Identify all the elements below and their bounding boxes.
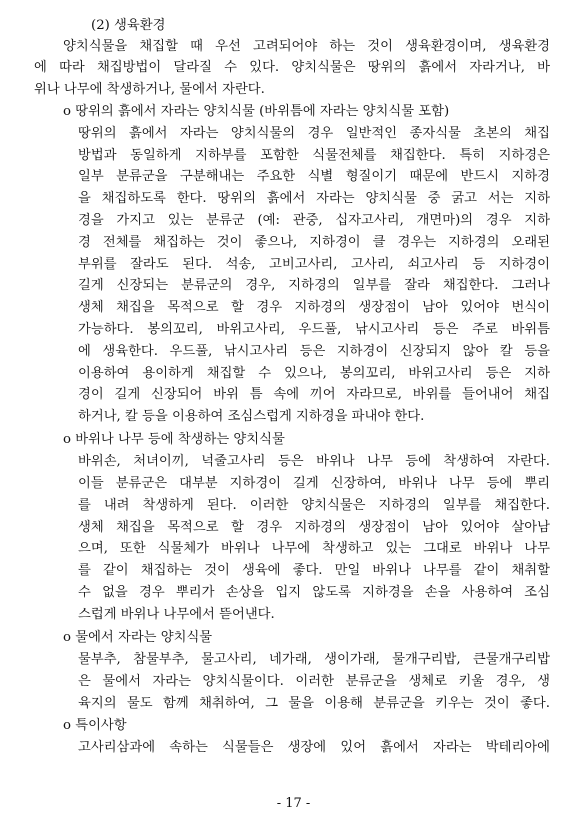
subsection-line: 물부추, 참물부추, 물고사리, 네가래, 생이가래, 물개구리밥, 큰물개구리밥 — [78, 652, 550, 667]
subsection-line: 이들 분류군은 대부분 지하경이 길게 신장하여, 바위나 나무 등에 뿌리 — [78, 476, 550, 491]
subsection-line: 은 물에서 자라는 양치식물이다. 이러한 분류군을 생체로 키울 경우, 생 — [78, 674, 550, 689]
subsection-heading: o 땅위의 흙에서 자라는 양치식물 (바위틈에 자라는 양치식물 포함) — [63, 104, 450, 119]
subsection-line: 땅위의 흙에서 자라는 양치식물의 경우 일반적인 종자식물 초본의 채집 — [78, 126, 550, 141]
subsection-line: 일부 분류군을 구분해내는 주요한 식별 형질이기 때문에 반드시 지하경 — [78, 169, 550, 184]
subsection-line: 수 없을 경우 뿌리가 손상을 입지 않도록 지하경을 손을 사용하여 조심 — [78, 585, 550, 600]
intro-line: 에 따라 채집방법이 달라질 수 있다. 양치식물은 땅위의 흙에서 자라거나, 바 — [34, 60, 550, 75]
subsection-line: 스럽게 바위나 나무에서 뜯어낸다. — [78, 607, 275, 622]
subsection-line: 가능하다. 봉의꼬리, 바위고사리, 우드풀, 낚시고사리 등은 주로 바위틈 — [78, 322, 550, 337]
subsection-line: 고사리삼과에 속하는 식물들은 생장에 있어 흙에서 자라는 박테리아에 — [78, 740, 550, 755]
subsection-line: 부위를 잘라도 된다. 석송, 고비고사리, 고사리, 쇠고사리 등 지하경이 — [78, 257, 550, 272]
subsection-line: 생체 채집을 목적으로 할 경우 지하경의 생장점이 남아 있어야 번식이 — [78, 300, 550, 315]
page-number: - 17 - — [276, 796, 311, 811]
subsection-line: 생체 채집을 목적으로 할 경우 지하경의 생장점이 남아 있어야 살아남 — [78, 520, 550, 535]
subsection-line: 를 내려 착생하게 된다. 이러한 양치식물은 지하경의 일부를 채집한다. — [78, 498, 550, 513]
subsection-line: 경 전체를 채집하는 것이 좋으나, 지하경이 클 경우는 지하경의 오래된 — [78, 235, 550, 250]
subsection-line: 경을 가지고 있는 분류군 (예: 관중, 십자고사리, 개면마)의 경우 지하 — [78, 213, 550, 228]
subsection-line: 에 생육한다. 우드풀, 낚시고사리 등은 지하경이 신장되지 않아 칼 등을 — [78, 344, 550, 359]
subsection-line: 으며, 또한 식물체가 바위나 나무에 착생하고 있는 그대로 바위나 나무 — [78, 541, 550, 556]
intro-line: 양치식물을 채집할 때 우선 고려되어야 하는 것이 생육환경이며, 생육환경 — [63, 39, 550, 54]
subsection-line: 육지의 물도 함께 채취하여, 그 물을 이용해 분류군을 키우는 것이 좋다. — [78, 696, 550, 711]
subsection-line: 길게 신장되는 분류군의 경우, 지하경의 일부를 잘라 채집한다. 그러나 — [78, 278, 550, 293]
subsection-line: 를 같이 채집하는 것이 생육에 좋다. 만일 바위나 나무를 같이 채취할 — [78, 563, 550, 578]
subsection-line: 방법과 동일하게 지하부를 포함한 식물전체를 채집한다. 특히 지하경은 — [78, 148, 550, 163]
section-heading: (2) 생육환경 — [91, 18, 166, 33]
subsection-line: 하거나, 칼 등을 이용하여 조심스럽게 지하경을 파내야 한다. — [78, 409, 425, 424]
subsection-heading: o 물에서 자라는 양치식물 — [63, 630, 213, 645]
subsection-line: 이용하여 용이하게 채집할 수 있으나, 봉의꼬리, 바위고사리 등은 지하 — [78, 366, 550, 381]
subsection-heading: o 특이사항 — [63, 718, 127, 733]
subsection-line: 을 채집하도록 한다. 땅위의 흙에서 자라는 양치식물 중 굵고 서는 지하 — [78, 191, 550, 206]
subsection-line: 경이 길게 신장되어 바위 틈 속에 끼어 자라므로, 바위를 들어내어 채집 — [78, 387, 550, 402]
subsection-heading: o 바위나 나무 등에 착생하는 양치식물 — [63, 432, 285, 447]
intro-line: 위나 나무에 착생하거나, 물에서 자란다. — [34, 82, 265, 97]
subsection-line: 바위손, 처녀이끼, 넉줄고사리 등은 바위나 나무 등에 착생하여 자란다. — [78, 454, 550, 469]
